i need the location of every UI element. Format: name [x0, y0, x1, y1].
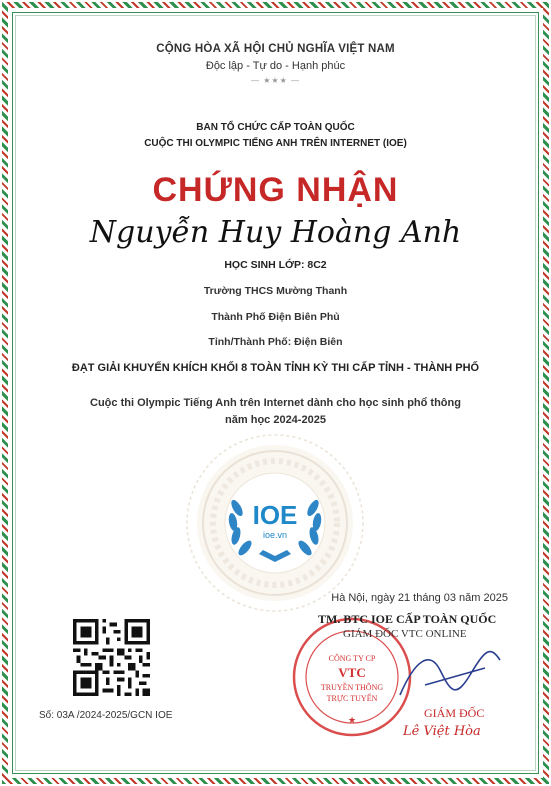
stamp-company: CÔNG TY CP — [328, 654, 376, 663]
organizer-line-1: BAN TỔ CHỨC CẤP TOÀN QUỐC — [196, 122, 355, 133]
recipient-name: Nguyễn Huy Hoàng Anh — [89, 215, 462, 250]
province-name: Tỉnh/Thành Phố: Điện Biên — [208, 336, 343, 348]
school-year: năm học 2024-2025 — [225, 414, 326, 426]
signatory-title: TM. BTC IOE CẤP TOÀN QUỐC — [318, 612, 497, 626]
handwritten-signature — [395, 640, 505, 710]
nation-heading: CỘNG HÒA XÃ HỘI CHỦ NGHĨA VIỆT NAM — [156, 43, 395, 55]
ioe-medallion — [175, 428, 375, 618]
signatory-subtitle: GIÁM ĐỐC VTC ONLINE — [343, 628, 467, 640]
signatory-role: GIÁM ĐỐC — [424, 706, 485, 720]
award-text: ĐẠT GIẢI KHUYẾN KHÍCH KHỐI 8 TOÀN TỈNH KỲ THI CẤP TỈNH - THÀNH PHỐ — [71, 362, 480, 374]
ioe-logo-text: IOE — [252, 500, 298, 530]
stamp-line-2: TRỰC TUYẾN — [326, 694, 378, 703]
school-name: Trường THCS Mường Thanh — [203, 285, 348, 297]
star-ornament: — ★★★ — — [251, 76, 300, 85]
serial-number: Số: 03A /2024-2025/GCN IOE — [39, 710, 173, 721]
ioe-logo-sub: ioe.vn — [262, 530, 288, 540]
stamp-line-1: TRUYỀN THÔNG — [320, 683, 384, 692]
city-name: Thành Phố Điện Biên Phủ — [211, 311, 340, 323]
qr-code-icon — [73, 619, 150, 696]
signatory-name: Lê Việt Hòa — [403, 724, 481, 739]
student-class: HỌC SINH LỚP: 8C2 — [224, 259, 327, 271]
stamp-star-icon: ★ — [347, 715, 357, 725]
organizer-line-2: CUỘC THI OLYMPIC TIẾNG ANH TRÊN INTERNET (IOE) — [144, 138, 407, 149]
national-motto: Độc lập - Tự do - Hạnh phúc — [205, 60, 346, 72]
issue-date: Hà Nội, ngày 21 tháng 03 năm 2025 — [331, 592, 508, 604]
contest-description: Cuộc thi Olympic Tiếng Anh trên Internet dành cho học sinh phổ thông — [90, 397, 461, 409]
certificate-title: CHỨNG NHẬN — [152, 171, 399, 209]
stamp-vtc: VTC — [338, 665, 366, 680]
